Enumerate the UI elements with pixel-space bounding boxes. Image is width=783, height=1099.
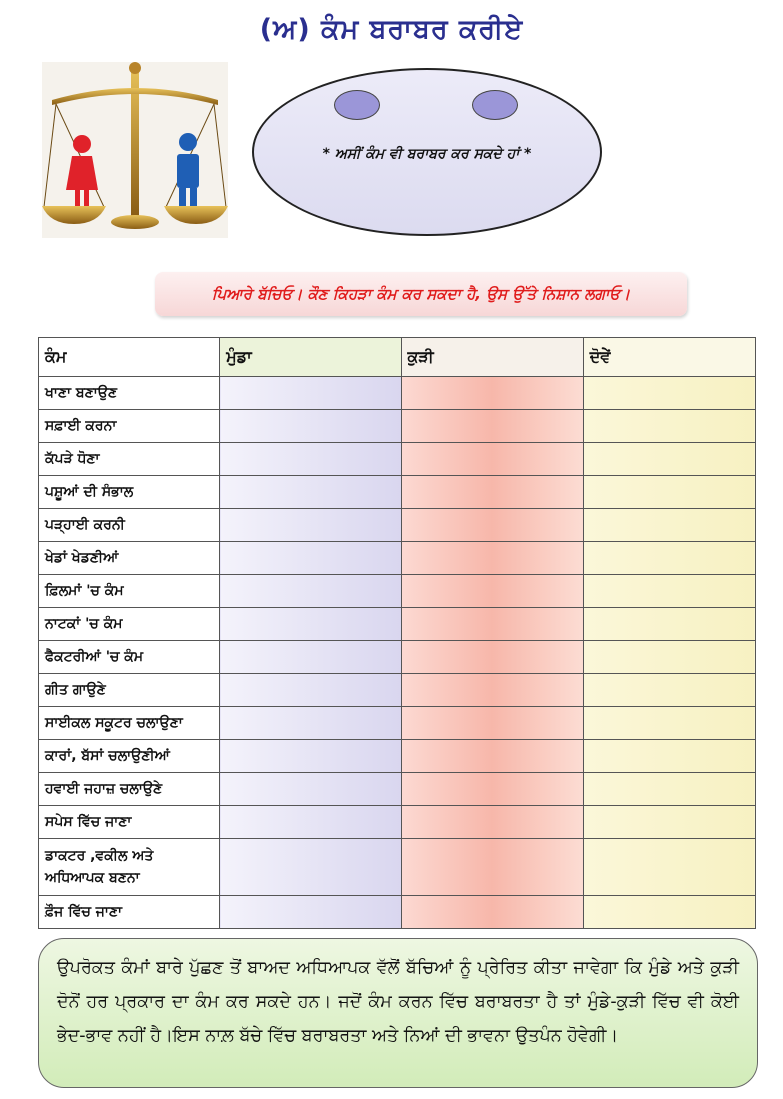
table-row: [39, 806, 756, 839]
table-row: [39, 641, 756, 674]
table-row: [39, 476, 756, 509]
girl-checkbox-cell[interactable]: [401, 509, 583, 542]
both-checkbox-cell[interactable]: [583, 476, 755, 509]
task-table: [38, 337, 756, 929]
page-title: (ਅ) ਕੰਮ ਬਰਾਬਰ ਕਰੀਏ: [259, 14, 524, 45]
boy-checkbox-cell[interactable]: [220, 575, 401, 608]
girl-checkbox-cell[interactable]: [401, 740, 583, 773]
table-row: [39, 740, 756, 773]
boy-checkbox-cell[interactable]: [220, 773, 401, 806]
boy-checkbox-cell[interactable]: [220, 641, 401, 674]
both-checkbox-cell[interactable]: [583, 839, 755, 896]
girl-checkbox-cell[interactable]: [401, 377, 583, 410]
both-checkbox-cell[interactable]: [583, 740, 755, 773]
header-girl: ਕੁੜੀ: [401, 338, 583, 377]
girl-checkbox-cell[interactable]: [401, 674, 583, 707]
both-checkbox-cell[interactable]: [583, 806, 755, 839]
table-row: [39, 509, 756, 542]
boy-checkbox-cell[interactable]: [220, 707, 401, 740]
boy-checkbox-cell[interactable]: [220, 806, 401, 839]
boy-checkbox-cell[interactable]: [220, 509, 401, 542]
table-row: [39, 773, 756, 806]
task-cell: ਸਪੇਸ ਵਿੱਚ ਜਾਣਾ: [39, 806, 220, 839]
task-cell: ਫ਼ੌਜ ਵਿੱਚ ਜਾਣਾ: [39, 896, 220, 929]
task-cell: ਕੱਪੜੇ ਧੋਣਾ: [39, 443, 220, 476]
task-cell: ਗੀਤ ਗਾਉਣੇ: [39, 674, 220, 707]
header-boy: ਮੁੰਡਾ: [220, 338, 401, 377]
boy-checkbox-cell[interactable]: [220, 674, 401, 707]
boy-checkbox-cell[interactable]: [220, 608, 401, 641]
teacher-note: ਉਪਰੋਕਤ ਕੰਮਾਂ ਬਾਰੇ ਪੁੱਛਣ ਤੋਂ ਬਾਅਦ ਅਧਿਆਪਕ ਵੱਲੋਂ ਬੱਚਿਆਂ ਨੂੰ ਪ੍ਰੇਰਿਤ ਕੀਤਾ ਜਾਵੇਗਾ ਕਿ ਮੁੰਡੇ ਅਤੇ ਕੁੜੀ ਦੋਨੋਂ ਹਰ ਪ੍ਰਕਾਰ ਦਾ ਕੰਮ ਕਰ ਸਕਦੇ ਹਨ। ਜਦੋਂ ਕੰਮ ਕਰਨ ਵਿੱਚ ਬਰਾਬਰਤਾ ਹੈ ਤਾਂ ਮੁੰਡੇ-ਕੁੜੀ ਵਿੱਚ ਵੀ ਕੋਈ ਭੇਦ-ਭਾਵ ਨਹੀਂ ਹੈ।ਇਸ ਨਾਲ਼ ਬੱਚੇ ਵਿੱਚ ਬਰਾਬਰਤਾ ਅਤੇ ਨਿਆਂ ਦੀ ਭਾਵਨਾ ਉਤਪੰਨ ਹੋਵੇਗੀ।: [38, 938, 758, 1088]
task-cell: ਸਫ਼ਾਈ ਕਰਨਾ: [39, 410, 220, 443]
girl-checkbox-cell[interactable]: [401, 476, 583, 509]
instruction-text: ਪਿਆਰੇ ਬੱਚਿਓ। ਕੌਣ ਕਿਹੜਾ ਕੰਮ ਕਰ ਸਕਦਾ ਹੈ, ਉਸ ਉੱਤੇ ਨਿਸ਼ਾਨ ਲਗਾਓ।: [211, 285, 631, 303]
table-row: [39, 575, 756, 608]
header-task: ਕੰਮ: [39, 338, 220, 377]
girl-checkbox-cell[interactable]: [401, 608, 583, 641]
both-checkbox-cell[interactable]: [583, 773, 755, 806]
girl-checkbox-cell[interactable]: [401, 443, 583, 476]
girl-checkbox-cell[interactable]: [401, 641, 583, 674]
boy-checkbox-cell[interactable]: [220, 839, 401, 896]
girl-checkbox-cell[interactable]: [401, 575, 583, 608]
girl-checkbox-cell[interactable]: [401, 410, 583, 443]
both-checkbox-cell[interactable]: [583, 674, 755, 707]
balance-scale-illustration: [42, 62, 228, 238]
table-row: [39, 839, 756, 896]
boy-checkbox-cell[interactable]: [220, 476, 401, 509]
girl-checkbox-cell[interactable]: [401, 839, 583, 896]
table-row: [39, 542, 756, 575]
task-cell: ਡਾਕਟਰ ,ਵਕੀਲ ਅਤੇ ਅਧਿਆਪਕ ਬਣਨਾ: [39, 839, 220, 896]
both-checkbox-cell[interactable]: [583, 896, 755, 929]
both-checkbox-cell[interactable]: [583, 509, 755, 542]
both-checkbox-cell[interactable]: [583, 707, 755, 740]
table-row: [39, 896, 756, 929]
table-row: [39, 377, 756, 410]
boy-checkbox-cell[interactable]: [220, 896, 401, 929]
boy-checkbox-cell[interactable]: [220, 377, 401, 410]
task-cell: ਪਸ਼ੂਆਂ ਦੀ ਸੰਭਾਲ: [39, 476, 220, 509]
table-row: [39, 707, 756, 740]
task-cell: ਖੇਡਾਂ ਖੇਡਣੀਆਂ: [39, 542, 220, 575]
right-eye-icon: [472, 90, 518, 120]
smiley-face-oval: [252, 68, 602, 236]
girl-checkbox-cell[interactable]: [401, 542, 583, 575]
boy-checkbox-cell[interactable]: [220, 542, 401, 575]
slogan-text: * ਅਸੀਂ ਕੰਮ ਵੀ ਬਰਾਬਰ ਕਰ ਸਕਦੇ ਹਾਂ *: [322, 146, 532, 162]
task-cell: ਨਾਟਕਾਂ 'ਚ ਕੰਮ: [39, 608, 220, 641]
boy-checkbox-cell[interactable]: [220, 410, 401, 443]
table-header-row: [39, 338, 756, 377]
both-checkbox-cell[interactable]: [583, 410, 755, 443]
instruction-banner: [155, 272, 687, 316]
left-eye-icon: [334, 90, 380, 120]
girl-checkbox-cell[interactable]: [401, 896, 583, 929]
both-checkbox-cell[interactable]: [583, 377, 755, 410]
both-checkbox-cell[interactable]: [583, 641, 755, 674]
task-cell: ਫੈਕਟਰੀਆਂ 'ਚ ਕੰਮ: [39, 641, 220, 674]
girl-checkbox-cell[interactable]: [401, 773, 583, 806]
table-row: [39, 674, 756, 707]
girl-checkbox-cell[interactable]: [401, 806, 583, 839]
table-row: [39, 608, 756, 641]
boy-checkbox-cell[interactable]: [220, 740, 401, 773]
task-cell: ਸਾਈਕਲ ਸਕੂਟਰ ਚਲਾਉਣਾ: [39, 707, 220, 740]
both-checkbox-cell[interactable]: [583, 542, 755, 575]
task-cell: ਕਾਰਾਂ, ਬੱਸਾਂ ਚਲਾਉਣੀਆਂ: [39, 740, 220, 773]
task-cell: ਫ਼ਿਲਮਾਂ 'ਚ ਕੰਮ: [39, 575, 220, 608]
both-checkbox-cell[interactable]: [583, 443, 755, 476]
girl-checkbox-cell[interactable]: [401, 707, 583, 740]
both-checkbox-cell[interactable]: [583, 608, 755, 641]
boy-checkbox-cell[interactable]: [220, 443, 401, 476]
both-checkbox-cell[interactable]: [583, 575, 755, 608]
task-cell: ਪੜ੍ਹਾਈ ਕਰਨੀ: [39, 509, 220, 542]
header-both: ਦੋਵੇਂ: [583, 338, 755, 377]
table-row: [39, 410, 756, 443]
task-cell: ਹਵਾਈ ਜਹਾਜ਼ ਚਲਾਉਣੇ: [39, 773, 220, 806]
task-cell: ਖਾਣਾ ਬਣਾਉਣ: [39, 377, 220, 410]
table-row: [39, 443, 756, 476]
